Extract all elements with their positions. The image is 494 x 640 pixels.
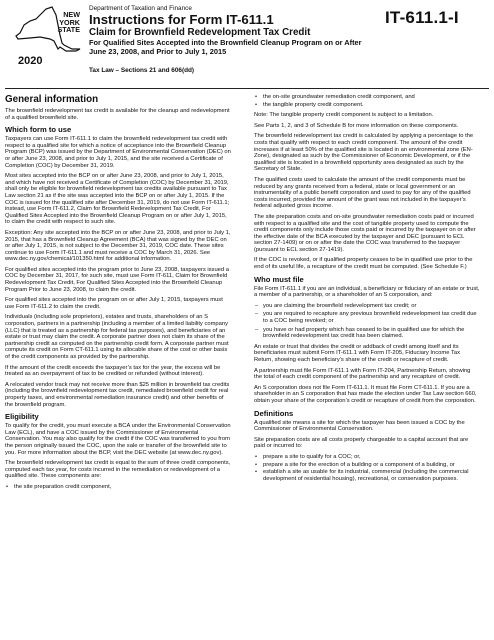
heading-which-form: Which form to use [5,125,72,135]
document-subtitle: Claim for Brownfield Redevelopment Tax Credit [89,27,311,38]
paragraph: An S corporation does not file Form IT-611.1. It must file Form CT-611.1. If you are a shareholder in an S corporation that has made the election under Tax Law section 660, obtain your share of the corporation’s credit or recapture of credit from the corporation. [254,384,477,404]
header-divider [5,88,489,89]
paragraph: Taxpayers can use Form IT-611.1 to claim the brownfield redevelopment tax credit with respect to a qualified site for which a notice of acceptance into the Brownfield Cleanup Program (BCP) was issued by the Department of Environmental Conservation (DEC) on or after June 23, 2008, and prior to July 1, 2015, and the site received a Certificate of Completion (COC) by December 31, 2019. [5,136,231,169]
note: Note: The tangible property credit component is subject to a limitation. [254,112,434,119]
paragraph: The site preparation costs and on-site groundwater remediation costs paid or incurred with respect to a qualified site and the cost of tangible property used to compute the credit components only include those costs paid or incurred by the taxpayer on or after the effective date of the BCA executed by the taxpayer and DEC (pursuant to ECL section 27-1409) or on or after the date the COC was transferred to the taxpayer (pursuant to ECL section 27-1419). [254,213,476,253]
credit-components-list [5,484,231,491]
paragraph: For qualified sites accepted into the program prior to June 23, 2008, taxpayers issued a COC by December 31, 2017, for such site, must use Form IT-611, Claim for Brownfield Redevelopment Tax Credit, For Qualified Sites Accepted into the Brownfield Cleanup Program Prior to June 23, 2008, to claim the credit. [5,266,229,293]
list-item: • the on-site groundwater remediation credit component, and [254,94,480,101]
paragraph: Individuals (including sole proprietors), estates and trusts, shareholders of an S corporation, partners in a partnership (including a member of a limited liability company (LLC) that is treated as a partnership for federal tax purposes), and beneficiaries of an estate or trust may claim the credit. A corporate partner does not claim its share of the partnership credit as computed on the partnership credit form. A corporate partner must compute its credit on Form CT-611.1 using its allocable share of the cost or other basis of the credit components as provided by the partnership. [5,314,229,360]
paragraph: Exception: Any site accepted into the BCP on or after June 23, 2008, and prior to July 1, 2015, that has a Brownfield Cleanup Agreement (BCA) that was signed by the DEC on or after July 1, 2015, is not subject to the December 31, 2019, COC date. These sites continue to use Form IT-611.1 and must receive a COC by March 31, 2026. See www.dec.ny.gov/chemical/101350.html for additional information. [5,229,231,263]
heading-eligibility: Eligibility [5,412,39,422]
paragraph: The brownfield redevelopment tax credit is available for the cleanup and redevelopment of a qualified brownfield site. [5,108,230,121]
document-subtitle-2: For Qualified Sites Accepted into the Brownfield Cleanup Program on or After June 23, 2008, and Prior to July 1, 2015 [89,38,362,56]
right-column [254,94,480,486]
heading-definitions: Definitions [254,408,294,418]
paragraph: An estate or trust that divides the credit or addback of credit among itself and its beneficiaries must submit Form IT-611.1 with Form IT-205, Fiduciary Income Tax Return, showing each beneficiary’s share of the credit or recapture of credit. [254,343,460,363]
list-item: • prepare a site to qualify for a COC; or, [254,454,480,461]
filing-conditions-list [254,303,480,340]
paragraph: A qualified site means a site for which the taxpayer has been issued a COC by the Commissioner of Environmental Conservation. [254,419,465,433]
heading-general-information: General information [5,94,99,105]
site-preparation-list [254,454,480,482]
paragraph: A partnership must file Form IT-611.1 with Form IT-204, Partnership Return, showing the total of each credit component of the partnership and any recapture of credit. [254,367,471,381]
paragraph: Site preparation costs are all costs properly chargeable to a capital account that are paid or incurred to: [254,436,469,450]
paragraph: To qualify for the credit, you must execute a BCA under the Environmental Conservation Law (ECL), and have a COC issued by the Commissioner of Environmental Conservation. You may also qualify for the credit if the COC was transferred to you from the person originally issued the COC, upon the sale or transfer of the brownfield site to you. For more information about the BCP, visit the DEC website (at www.dec.ny.gov). [5,423,231,456]
paragraph: The qualified costs used to calculate the amount of the credit components must be reduced by any grants received from a federal, state or local government or an instrumentality of a public benefit corporation and used to pay for any of the qualified costs incurred, provided the amount of the grant was not included in the taxpayer’s federal adjusted gross income. [254,176,471,210]
list-item: • the tangible property credit component. [254,102,480,109]
tax-law-reference: Tax Law – Sections 21 and 606(dd) [89,67,195,74]
list-item: – you are required to recapture any previous brownfield redevelopment tax credit due to a COC being revoked; or [254,311,480,324]
paragraph: If the amount of the credit exceeds the taxpayer’s tax for the year, the excess will be treated as an overpayment of tax to be credited or refunded (without interest). [5,364,221,378]
state-line-2: YORK [59,17,80,27]
document-title: Instructions for Form IT-611.1 [89,12,274,27]
list-item: • establish a site as usable for its industrial, commercial (including the commercial development of residential housing), recreational, or conservation purposes. [254,469,480,482]
list-item: – you have or had property which has ceased to be in qualified use for which the brownfield redevelopment tax credit has been claimed. [254,327,480,340]
paragraph: A relocated vendor track may not receive more than $25 million in brownfield tax credits (including the brownfield redevelopment tax credit, remediated brownfield credit for real property taxes, and environmental remediation insurance credit) and other benefits of the brownfield program. [5,381,230,408]
list-item: – you are claiming the brownfield redevelopment tax credit; or [254,303,480,310]
paragraph: The brownfield redevelopment tax credit is calculated by applying a percentage to the costs that qualify with respect to each credit component. The amount of the credit increases if at least 50% of the qualified site is located in an environmental zone (EN-Zone), designated as such by the Commissioner of Economic Development, or if the qualified site is located in a brownfield opportunity area designated as such by the Secretary of State. [254,133,474,173]
department-name: Department of Taxation and Finance [89,5,192,12]
paragraph: File Form IT-611.1 if you are an individual, a beneficiary or fiduciary of an estate or trust, a member of a partnership, or a shareholder of an S corporation, and: [254,285,480,299]
form-year: 2020 [18,55,43,67]
paragraph: Most sites accepted into the BCP on or after June 23, 2008, and prior to July 1, 2015, and which have not received a Certificate of Completion (COC) by December 31, 2019, shall only be eligible for brownfield redevelopment tax credits available pursuant to Tax Law section 21 as if the site was accepted into the BCP on or after July 1, 2015. If the COC is issued for the qualified site after December 31, 2019, do not use Form IT-611.1; instead, use Form IT-611.2, Claim for Brownfield Redevelopment Tax Credit, For Qualified Sites Accepted into the Brownfield Cleanup Program on or after July 1, 2015, to claim the credit with respect to such site. [5,173,230,226]
nys-logo [10,5,82,67]
heading-who-must-file: Who must file [254,274,304,284]
paragraph: If the COC is revoked, or if qualified property ceases to be in qualified use prior to the end of its useful life, a recapture of the credit must be computed. (See Schedule F.) [254,257,473,271]
paragraph: For qualified sites accepted into the program on or after July 1, 2015, taxpayers must use Form IT-611.2 to claim the credit. [5,297,223,310]
list-item: • the site preparation credit component, [5,484,231,491]
page-header [0,0,494,90]
list-item: • prepare a site for the erection of a building or a component of a building, or [254,462,480,469]
paragraph: The brownfield redevelopment tax credit is equal to the sum of three credit components, computed each tax year, for costs incurred in the remediation or redevelopment of a qualified site. These components are: [5,460,231,480]
credit-components-list-continued [254,94,480,108]
paragraph: See Parts 1, 2, and 3 of Schedule B for more information on these components. [254,122,459,129]
form-number: IT-611.1-I [385,8,459,27]
state-line-3: STATE [57,25,80,35]
state-name [40,11,80,34]
state-line-1: NEW [63,10,80,19]
left-column [5,94,231,495]
